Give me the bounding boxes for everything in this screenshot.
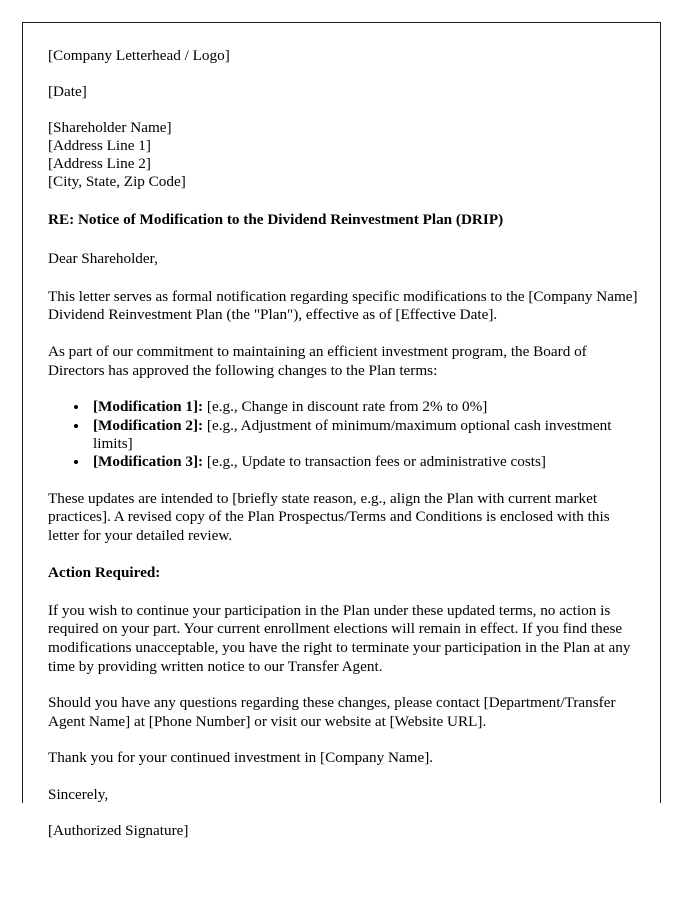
paragraph-contact: Should you have any questions regarding these changes, please contact [Department/Transfer Agent Name] at [Phone Number] or visit our website at [Website URL]. [48, 694, 616, 730]
list-item [89, 417, 639, 454]
signature-block-placeholder: [Authorized Signature] [48, 822, 189, 840]
modification-text: [e.g., Adjustment of minimum/maximum optional cash investment limits] [93, 416, 612, 452]
paragraph-intro: This letter serves as formal notification regarding specific modifications to the [Company Name] Dividend Reinvestment Plan (the "Plan"), effective as of [Effective Date]. [48, 287, 638, 324]
modification-text: [e.g., Update to transaction fees or administrative costs] [206, 453, 546, 471]
spacer [48, 325, 639, 343]
paragraph-thanks: Thank you for your continued investment in [Company Name]. [48, 749, 434, 767]
list-item [89, 453, 639, 471]
spacer [48, 230, 639, 250]
recipient-address-block [48, 119, 639, 191]
letterhead-placeholder: [Company Letterhead / Logo] [48, 47, 230, 64]
spacer [48, 804, 639, 822]
spacer [48, 65, 639, 83]
list-item [89, 398, 639, 416]
action-required-heading: Action Required: [48, 563, 161, 581]
spacer [48, 472, 639, 490]
paragraph-action-required: If you wish to continue your participation in the Plan under these updated terms, no action is required on your part. Your current enrollment elections will remain in effect. If you find these modifications unacceptable, you have the right to terminate your participation in the Plan at any time by providing written notice to our Transfer Agent. [48, 601, 631, 675]
spacer [48, 768, 639, 786]
recipient-address-line-1: [Address Line 1] [48, 137, 151, 155]
paragraph-updates-reason: These updates are intended to [briefly state reason, e.g., align the Plan with current market practices]. A revised copy of the Plan Prospectus/Terms and Conditions is enclosed with this letter for your detailed review. [48, 489, 610, 544]
modification-label: [Modification 2]: [93, 416, 204, 434]
recipient-address-line-2: [Address Line 2] [48, 155, 151, 173]
salutation: Dear Shareholder, [48, 249, 158, 267]
modifications-list [48, 398, 639, 472]
paragraph-board-approval: As part of our commitment to maintaining an efficient investment program, the Board of Directors has approved the following changes to the Plan terms: [48, 343, 587, 379]
spacer [48, 268, 639, 288]
recipient-name: [Shareholder Name] [48, 119, 172, 137]
modification-label: [Modification 1]: [93, 398, 204, 416]
letter-content [48, 47, 639, 840]
spacer [48, 731, 639, 749]
spacer [48, 191, 639, 211]
date-placeholder: [Date] [48, 83, 87, 101]
modification-text: [e.g., Change in discount rate from 2% to 0%] [206, 398, 488, 416]
spacer [48, 676, 639, 694]
spacer [48, 380, 639, 398]
subject-line: RE: Notice of Modification to the Dividend Reinvestment Plan (DRIP) [48, 211, 504, 229]
recipient-city-state-zip: [City, State, Zip Code] [48, 173, 186, 191]
modification-label: [Modification 3]: [93, 453, 204, 471]
spacer [48, 582, 639, 602]
spacer [48, 101, 639, 119]
letter-page [22, 22, 661, 840]
closing-salutation: Sincerely, [48, 785, 109, 803]
spacer [48, 546, 639, 564]
